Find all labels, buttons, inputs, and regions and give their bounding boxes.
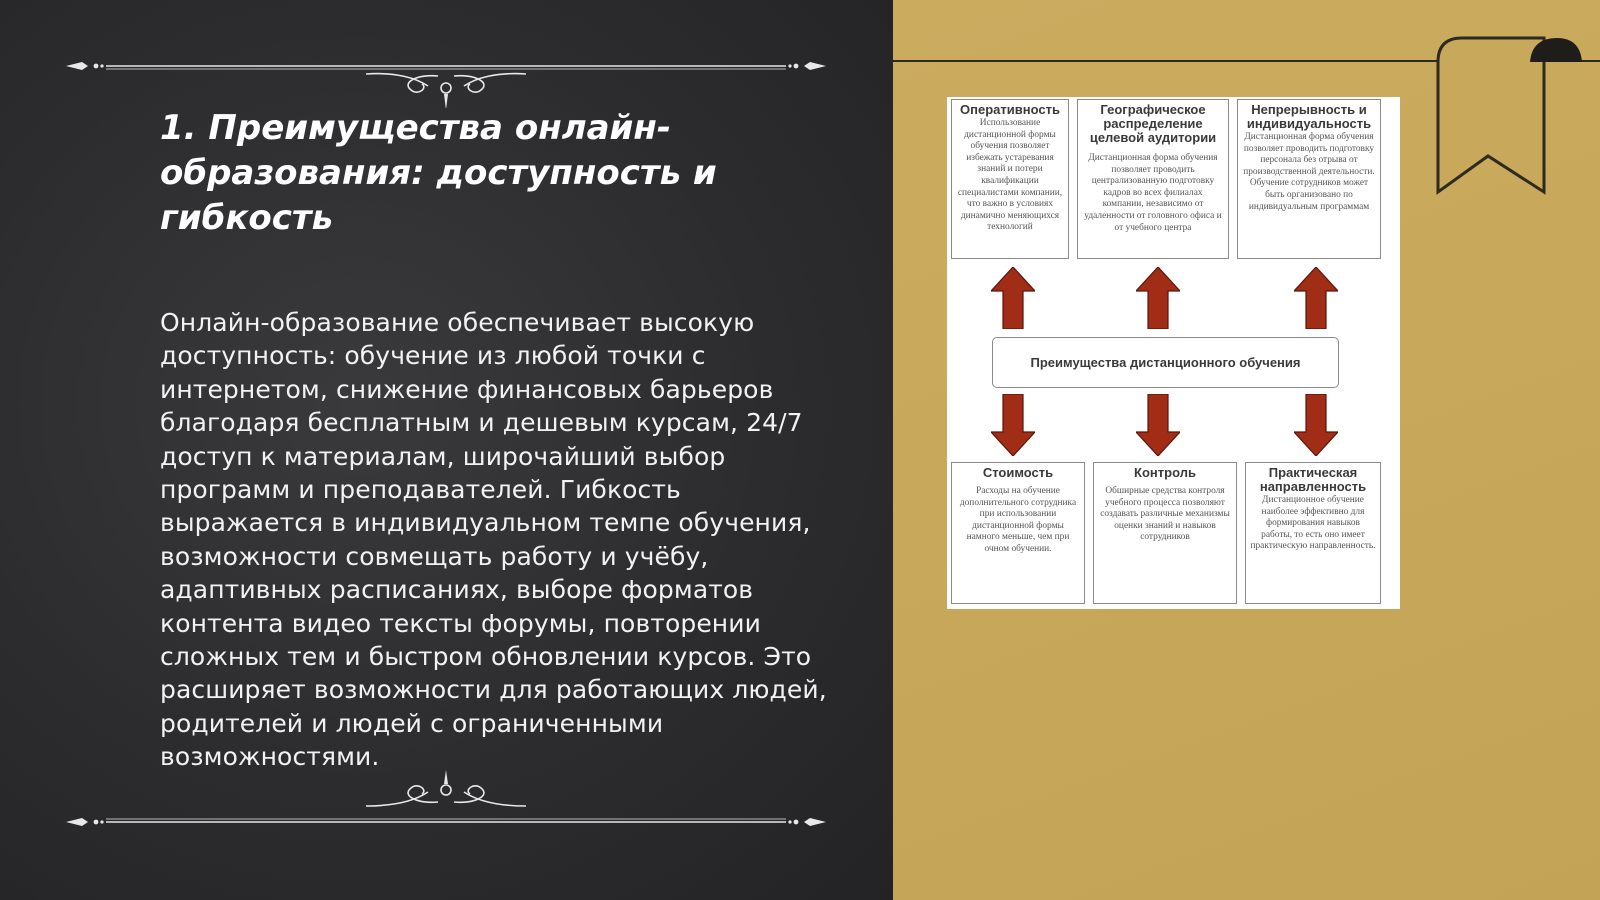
diagram-box-desc: Дистанционное обучение наиболее эффективно для формирования навыков работы, то есть оно имеет практическую направленность.: [1250, 495, 1376, 552]
diagram-box-title: Практическая направленность: [1259, 465, 1367, 494]
advantages-diagram: [947, 97, 1400, 609]
ornament-divider-icon: [66, 770, 826, 840]
diagram-box-geography: [1077, 99, 1229, 259]
diagram-box-title: Непрерывность и индивидуальность: [1246, 102, 1372, 131]
arrow-icon: [1294, 267, 1338, 329]
bookmark-ribbon-icon: [1432, 32, 1592, 202]
arrow-icon: [991, 267, 1035, 329]
diagram-box-desc: Обширные средства контроля учебного процесса позволяют создавать различные механизмы оценки знаний и навыков сотрудников: [1100, 486, 1230, 543]
diagram-box-desc: Дистанционная форма обучения позволяет проводить подготовку персонала без отрыва от производственной деятельности. Обучение сотрудников может быть организовано по индивидуальным программам: [1243, 132, 1375, 212]
ornament-divider-icon: [66, 38, 826, 108]
diagram-box-efficiency: [951, 99, 1069, 259]
arrow-icon: [1294, 394, 1338, 456]
slide-title: 1. Преимущества онлайн-образования: доступность и гибкость: [160, 108, 717, 238]
slide-body-text: Онлайн-образование обеспечивает высокую доступность: обучение из любой точки с интернетом, снижение финансовых барьеров благодаря бесплатным и дешевым курсам, 24/7 доступ к материалам, широчайший выбор программ и преподавателей. Гибкость выражается в индивидуальном темпе обучения, возможности совмещать работу и учёбу, адаптивных расписаниях, выборе форматов контента видео тексты форумы, повторении сложных тем и быстром обновлении курсов. Это расширяет возможности для работающих людей, родителей и людей с ограниченными возможностями.: [160, 308, 827, 772]
diagram-box-title: Стоимость: [982, 465, 1054, 480]
arrow-icon: [1136, 394, 1180, 456]
diagram-box-cost: [951, 462, 1085, 604]
arrow-icon: [991, 394, 1035, 456]
diagram-box-practical: [1245, 462, 1381, 604]
diagram-box-continuity: [1237, 99, 1381, 259]
diagram-box-title: Оперативность: [960, 102, 1060, 117]
diagram-box-title: Контроль: [1134, 465, 1196, 480]
diagram-box-title: Географическое распределение целевой аудитории: [1089, 102, 1217, 145]
diagram-box-desc: Дистанционная форма обучения позволяет проводить централизованную подготовку кадров во всех филиалах компании, независимо от удаленности от головного офиса и от учебного центра: [1084, 153, 1222, 233]
diagram-center-label: Преимущества дистанционного обучения: [992, 337, 1339, 388]
diagram-box-desc: Использование дистанционной формы обучения позволяет избежать устаревания знаний и потери квалификации специалистами компании, что важно в условиях динамично меняющихся технологий: [957, 118, 1063, 233]
diagram-box-control: [1093, 462, 1237, 604]
arrow-icon: [1136, 267, 1180, 329]
diagram-box-desc: Расходы на обучение дополнительного сотрудника при использовании дистанционной формы намного меньше, чем при очном обучении.: [959, 486, 1077, 554]
